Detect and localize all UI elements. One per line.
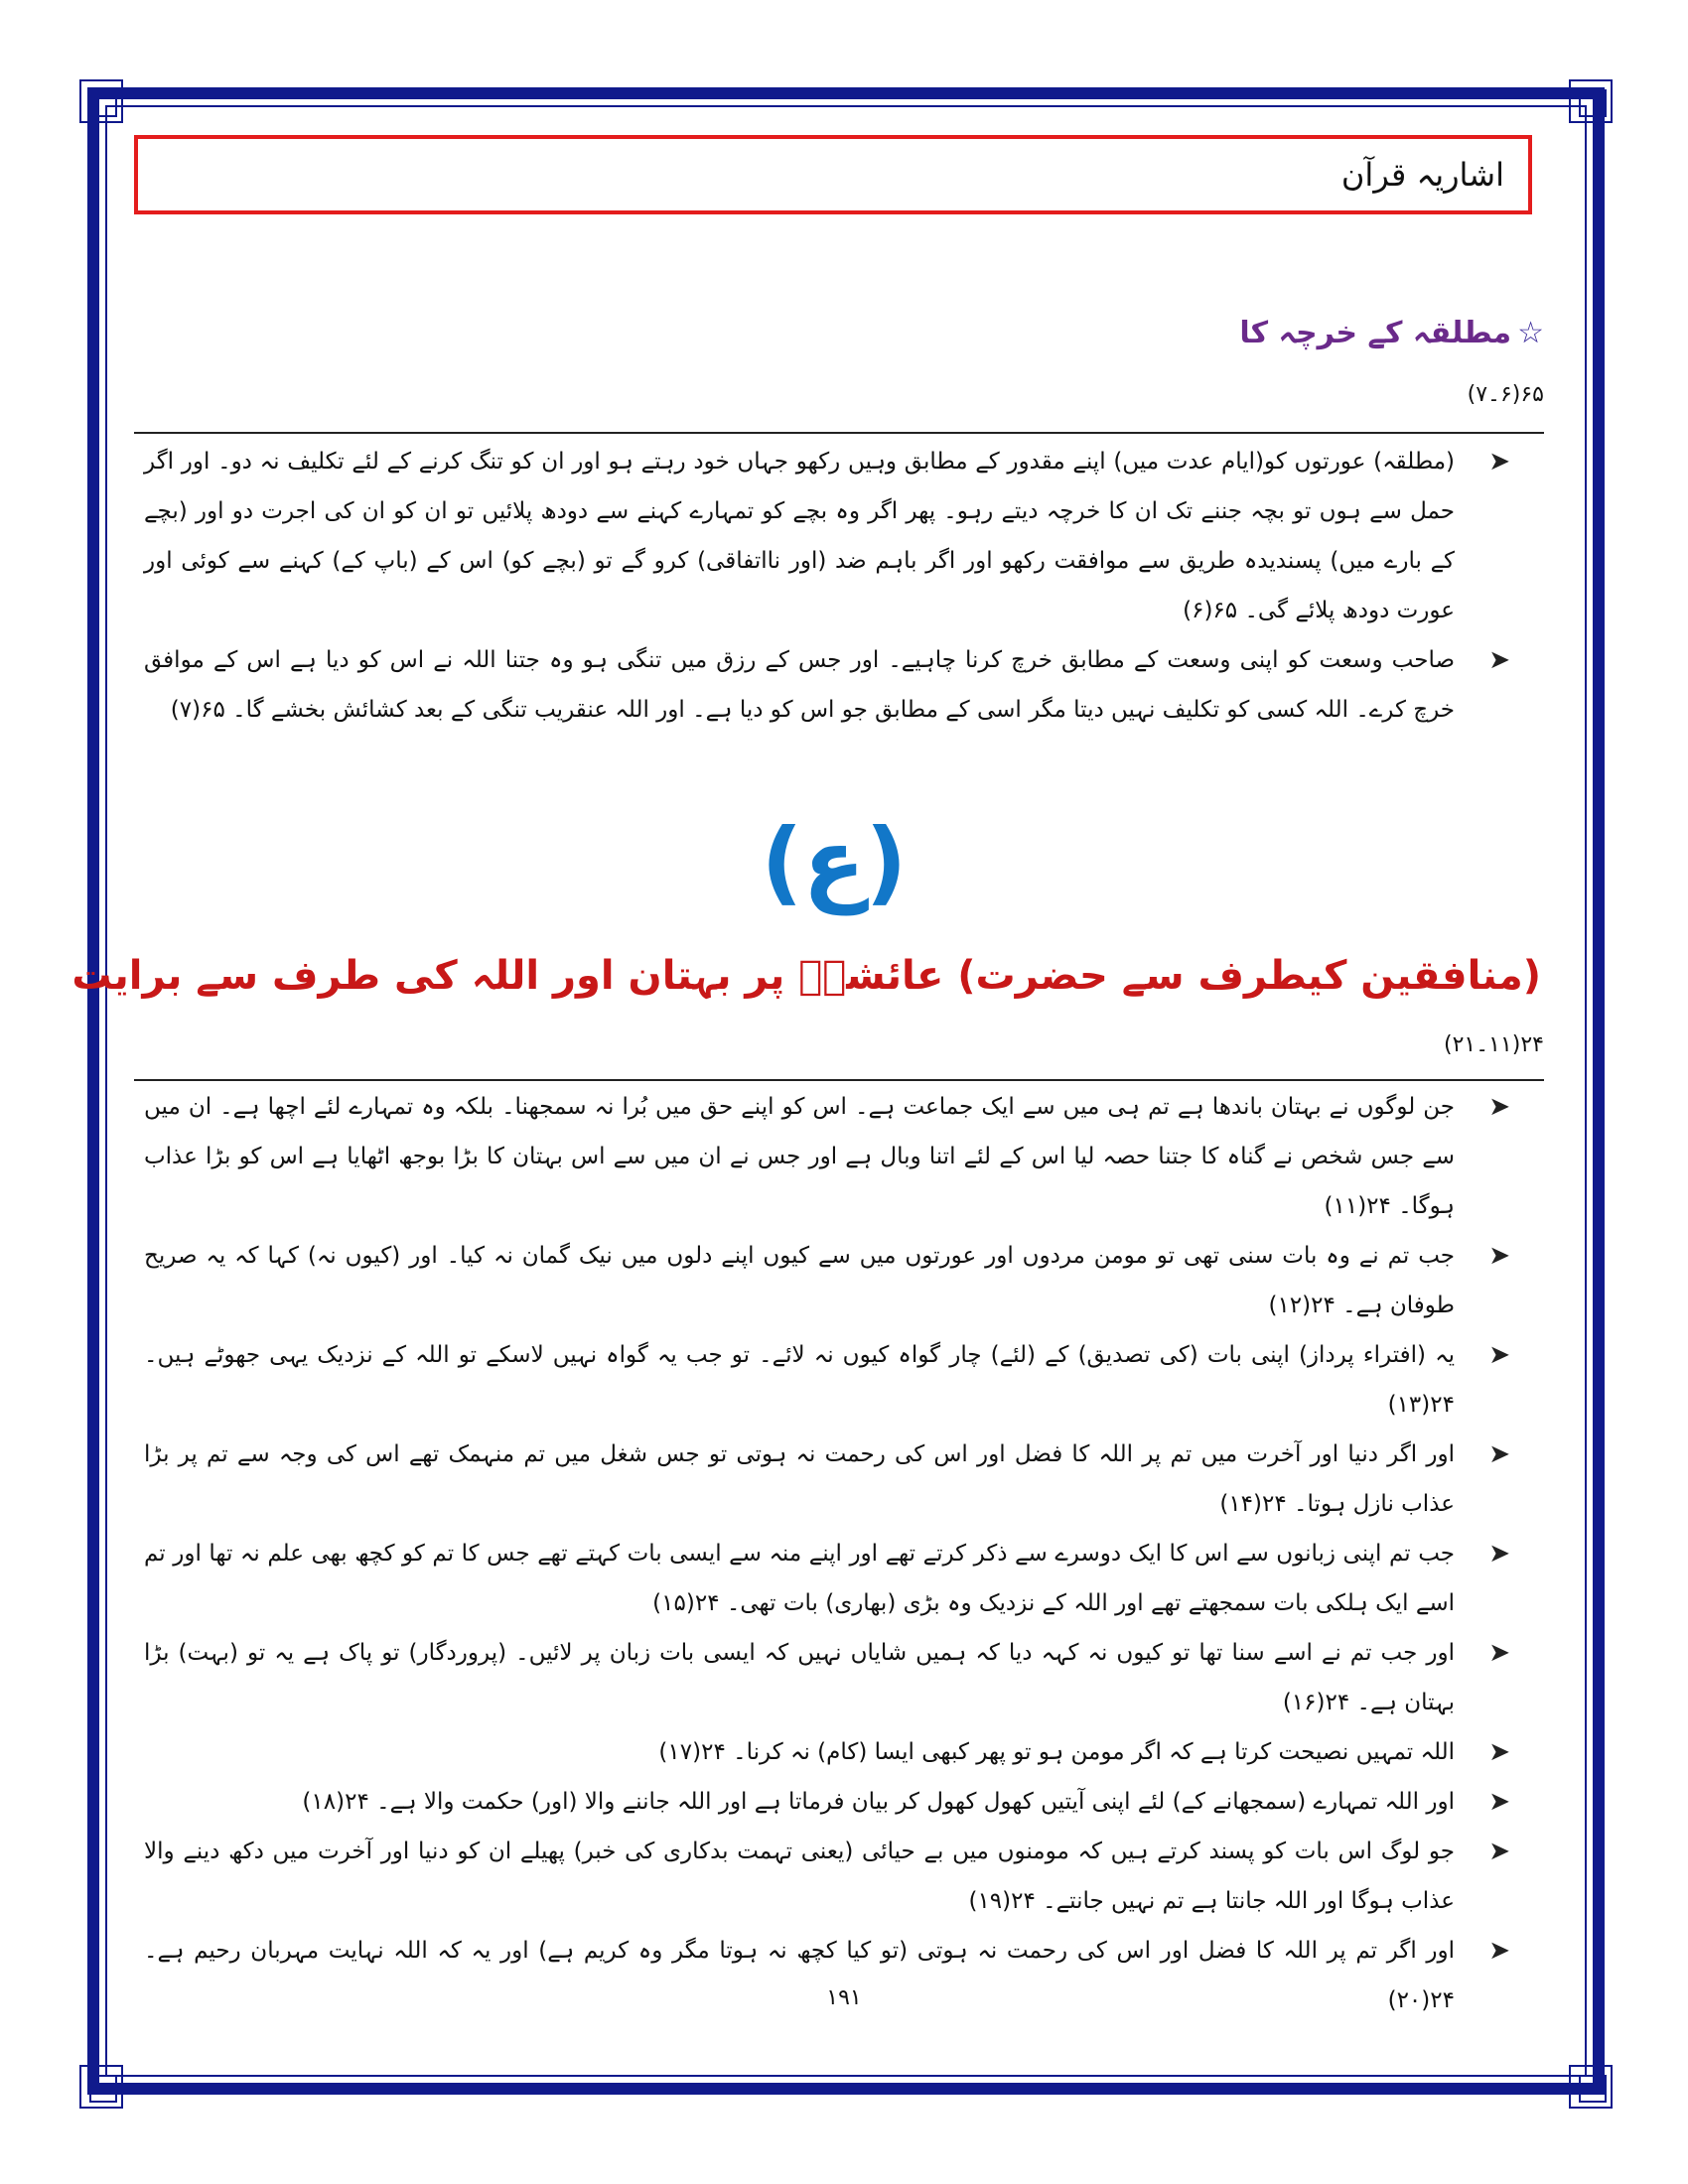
list-item-text: اور اگر تم پر اللہ کا فضل اور اس کی رحمت نہ ہوتی (تو کیا کچھ نہ ہوتا مگر وہ کریم ہے) اور یہ کہ اللہ نہایت مہربان رحیم ہے۔ ۲۴(۲۰) <box>144 1938 1455 2013</box>
arrow-bullet-icon: ➤ <box>1488 1439 1510 1469</box>
corner-ornament <box>1569 2065 1613 2109</box>
list-item-text: (مطلقہ) عورتوں کو(ایام عدت میں) اپنے مقدور کے مطابق وہیں رکھو جہاں خود رہتے ہو اور ان کو تنگ کرنے کے لئے تکلیف نہ دو۔ اور اگر حمل سے ہوں تو بچہ جننے تک ان کا خرچہ دیتے رہو۔ پھر اگر وہ بچے کو تمہارے کہنے سے دودھ پلائیں تو ان کو ان کی اجرت دو اور (بچے کے بارے میں) پسندیدہ طریق سے موافقت رکھو اور اگر باہم ضد (اور نااتفاقی) کرو گے تو (بچے کو) اس کے (باپ کے) کہنے سے کوئی اور عورت دودھ پلائے گی۔ ۶۵(۶) <box>144 449 1455 623</box>
list-item <box>144 1082 1514 1231</box>
letter-heading: (ع) <box>761 809 908 915</box>
corner-ornament <box>79 79 123 123</box>
list-item <box>144 1529 1514 1628</box>
arrow-bullet-icon: ➤ <box>1488 1936 1510 1966</box>
list-item <box>144 635 1514 735</box>
list-item <box>144 1330 1514 1430</box>
arrow-bullet-icon: ➤ <box>1488 1539 1510 1569</box>
list-item-text: جو لوگ اس بات کو پسند کرتے ہیں کہ مومنوں میں بے حیائی (یعنی تہمت بدکاری کی خبر) پھیلے ان کو دنیا اور آخرت میں دکھ دینے والا عذاب ہوگا اور اللہ جانتا ہے تم نہیں جانتے۔ ۲۴(۱۹) <box>144 1839 1455 1914</box>
star-icon: ☆ <box>1517 316 1544 350</box>
list-item-text: جب تم اپنی زبانوں سے اس کا ایک دوسرے سے ذکر کرتے تھے اور اپنے منہ سے ایسی بات کہتے تھے جس کا تم کو کچھ بھی علم نہ تھا اور تم اسے ایک ہلکی بات سمجھتے تھے اور اللہ کے نزدیک وہ بڑی (بھاری) بات تھی۔ ۲۴(۱۵) <box>144 1541 1455 1616</box>
corner-ornament <box>79 2065 123 2109</box>
corner-ornament <box>1569 79 1613 123</box>
arrow-bullet-icon: ➤ <box>1488 1837 1510 1866</box>
divider <box>134 432 1544 434</box>
list-item-text: صاحب وسعت کو اپنی وسعت کے مطابق خرچ کرنا چاہیے۔ اور جس کے رزق میں تنگی ہو وہ جتنا اللہ نے اس کو دیا ہے اس کے موافق خرچ کرے۔ اللہ کسی کو تکلیف نہیں دیتا مگر اسی کے مطابق جو اس کو دیا ہے۔ اور اللہ عنقریب تنگی کے بعد کشائش بخشے گا۔ ۶۵(۷) <box>144 647 1455 723</box>
list-item-text: جب تم نے وہ بات سنی تھی تو مومن مردوں اور عورتوں میں سے کیوں اپنے دلوں میں نیک گمان نہ کیا۔ اور (کیوں نہ) کہا کہ یہ صریح طوفان ہے۔ ۲۴(۱۲) <box>144 1243 1455 1318</box>
list-item-text: اور جب تم نے اسے سنا تھا تو کیوں نہ کہہ دیا کہ ہمیں شایاں نہیں کہ ایسی بات زبان پر لائیں۔ (پروردگار) تو پاک ہے یہ تو (بہت) بڑا بہتان ہے۔ ۲۴(۱۶) <box>144 1640 1455 1715</box>
section2-list <box>144 1082 1514 2025</box>
divider <box>134 1079 1544 1081</box>
list-item <box>144 1727 1514 1777</box>
section-reference: ۲۴(۱۱۔۲۱) <box>1444 1032 1544 1057</box>
list-item <box>144 1430 1514 1529</box>
header-title: اشاریہ قرآن <box>1340 156 1504 194</box>
arrow-bullet-icon: ➤ <box>1488 1737 1510 1767</box>
arrow-bullet-icon: ➤ <box>1488 1638 1510 1668</box>
section-title-text: مطلقہ کے خرچہ کا <box>1239 316 1512 350</box>
red-heading: (منافقین کیطرف سے حضرت) عائشہؓ پر بہتان اور اللہ کی طرف سے برایت <box>71 953 1541 999</box>
list-item <box>144 1827 1514 1926</box>
section-title <box>1239 316 1544 350</box>
list-item-text: اللہ تمہیں نصیحت کرتا ہے کہ اگر مومن ہو تو پھر کبھی ایسا (کام) نہ کرنا۔ ۲۴(۱۷) <box>658 1739 1455 1765</box>
list-item-text: جن لوگوں نے بہتان باندھا ہے تم ہی میں سے ایک جماعت ہے۔ اس کو اپنے حق میں بُرا نہ سمجھنا۔ بلکہ وہ تمہارے لئے اچھا ہے۔ ان میں سے جس شخص نے گناہ کا جتنا حصہ لیا اس کے لئے اتنا وبال ہے اور جس نے ان میں سے اس بہتان کا بڑا بوجھ اٹھایا ہے اس کو بڑا عذاب ہوگا۔ ۲۴(۱۱) <box>144 1094 1455 1219</box>
arrow-bullet-icon: ➤ <box>1488 1241 1510 1271</box>
arrow-bullet-icon: ➤ <box>1488 1340 1510 1370</box>
list-item <box>144 1231 1514 1330</box>
list-item-text: یہ (افتراء پرداز) اپنی بات (کی تصدیق) کے (لئے) چار گواہ کیوں نہ لائے۔ تو جب یہ گواہ نہیں لاسکے تو اللہ کے نزدیک یہی جھوٹے ہیں۔ ۲۴(۱۳) <box>144 1342 1455 1418</box>
header-box <box>134 135 1532 214</box>
list-item <box>144 1777 1514 1827</box>
list-item <box>144 1926 1514 2025</box>
list-item <box>144 1628 1514 1727</box>
arrow-bullet-icon: ➤ <box>1488 1787 1510 1817</box>
section1-list <box>144 437 1514 735</box>
arrow-bullet-icon: ➤ <box>1488 1092 1510 1122</box>
arrow-bullet-icon: ➤ <box>1488 447 1510 477</box>
arrow-bullet-icon: ➤ <box>1488 645 1510 675</box>
page-number: ۱۹۱ <box>826 1985 862 2010</box>
list-item <box>144 437 1514 635</box>
list-item-text: اور اللہ تمہارے (سمجھانے کے) لئے اپنی آیتیں کھول کھول کر بیان فرماتا ہے اور اللہ جاننے والا (اور) حکمت والا ہے۔ ۲۴(۱۸) <box>302 1789 1455 1815</box>
list-item-text: اور اگر دنیا اور آخرت میں تم پر اللہ کا فضل اور اس کی رحمت نہ ہوتی تو جس شغل میں تم منہمک تھے اس کی وجہ سے تم پر بڑا عذاب نازل ہوتا۔ ۲۴(۱۴) <box>144 1441 1455 1517</box>
section-reference: ۶۵(۶۔۷) <box>1467 382 1544 407</box>
